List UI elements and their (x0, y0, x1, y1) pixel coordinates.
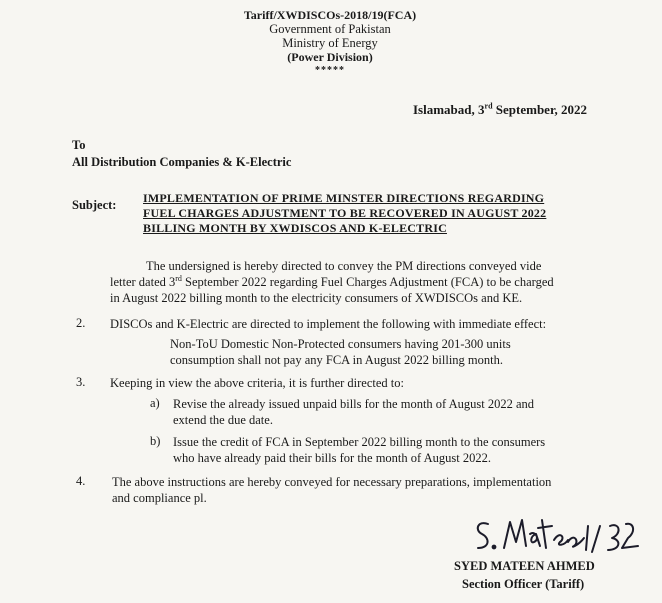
government-line: Government of Pakistan (269, 22, 391, 36)
place-date-sup: rd (484, 101, 493, 111)
para2-text: DISCOs and K-Electric are directed to implement the following with immediate effect: (110, 317, 547, 331)
subject-line: FUEL CHARGES ADJUSTMENT TO BE RECOVERED IN AUGUST 2022 (143, 206, 547, 220)
subject-line: BILLING MONTH BY XWDISCOS AND K-ELECTRIC (143, 221, 447, 235)
letterhead (210, 8, 450, 78)
para2-sub-line1: Non-ToU Domestic Non-Protected consumers having 201-300 units (170, 337, 511, 351)
subject-line: IMPLEMENTATION OF PRIME MINSTER DIRECTIONS REGARDING (143, 191, 545, 205)
para3-item-b-line1: Issue the credit of FCA in September 2022 billing month to the consumers (173, 435, 546, 449)
para4-number: 4. (76, 474, 86, 488)
para1-line3: in August 2022 billing month to the electricity consumers of XWDISCOs and KE. (110, 291, 523, 305)
handwritten-signature (470, 512, 650, 562)
para3-item-a-line1: Revise the already issued unpaid bills for the month of August 2022 and (173, 397, 535, 411)
para4-line2: and compliance pl. (112, 491, 207, 505)
para2-number: 2. (76, 316, 86, 330)
signatory-name: SYED MATEEN AHMED (454, 559, 595, 573)
place-date (413, 102, 587, 118)
para3-item-b-marker: b) (150, 434, 161, 448)
place-date-main: Islamabad, 3 (413, 102, 485, 117)
para1-line1: The undersigned is hereby directed to convey the PM directions conveyed vide (146, 259, 542, 273)
subject-text (143, 191, 546, 236)
recipient: All Distribution Companies & K-Electric (72, 155, 292, 169)
division-line: (Power Division) (287, 50, 373, 64)
subject-label: Subject: (72, 198, 117, 212)
para3-number: 3. (76, 375, 86, 389)
para1-line2-a: letter dated 3 (110, 275, 176, 289)
para3-item-b-line2: who have already paid their bills for the month of August 2022. (173, 451, 491, 465)
para1-line2-sup: rd (175, 273, 182, 283)
para4-line1: The above instructions are hereby conveyed for necessary preparations, implementation (112, 475, 552, 489)
para3-text: Keeping in view the above criteria, it is further directed to: (110, 376, 404, 390)
place-date-rest: September, 2022 (492, 102, 588, 117)
para1-line2 (110, 274, 554, 290)
para3-item-a-line2: extend the due date. (173, 413, 273, 427)
signatory-title: Section Officer (Tariff) (462, 577, 585, 591)
ministry-line: Ministry of Energy (282, 36, 378, 50)
header-stars: ***** (315, 65, 345, 76)
to-label: To (72, 138, 86, 152)
para3-item-a-marker: a) (150, 396, 160, 410)
para2-sub-line2: consumption shall not pay any FCA in August 2022 billing month. (170, 353, 503, 367)
reference-number: Tariff/XWDISCOs-2018/19(FCA) (243, 8, 417, 22)
para1-line2-b: September 2022 regarding Fuel Charges Adjustment (FCA) to be charged (181, 275, 554, 289)
